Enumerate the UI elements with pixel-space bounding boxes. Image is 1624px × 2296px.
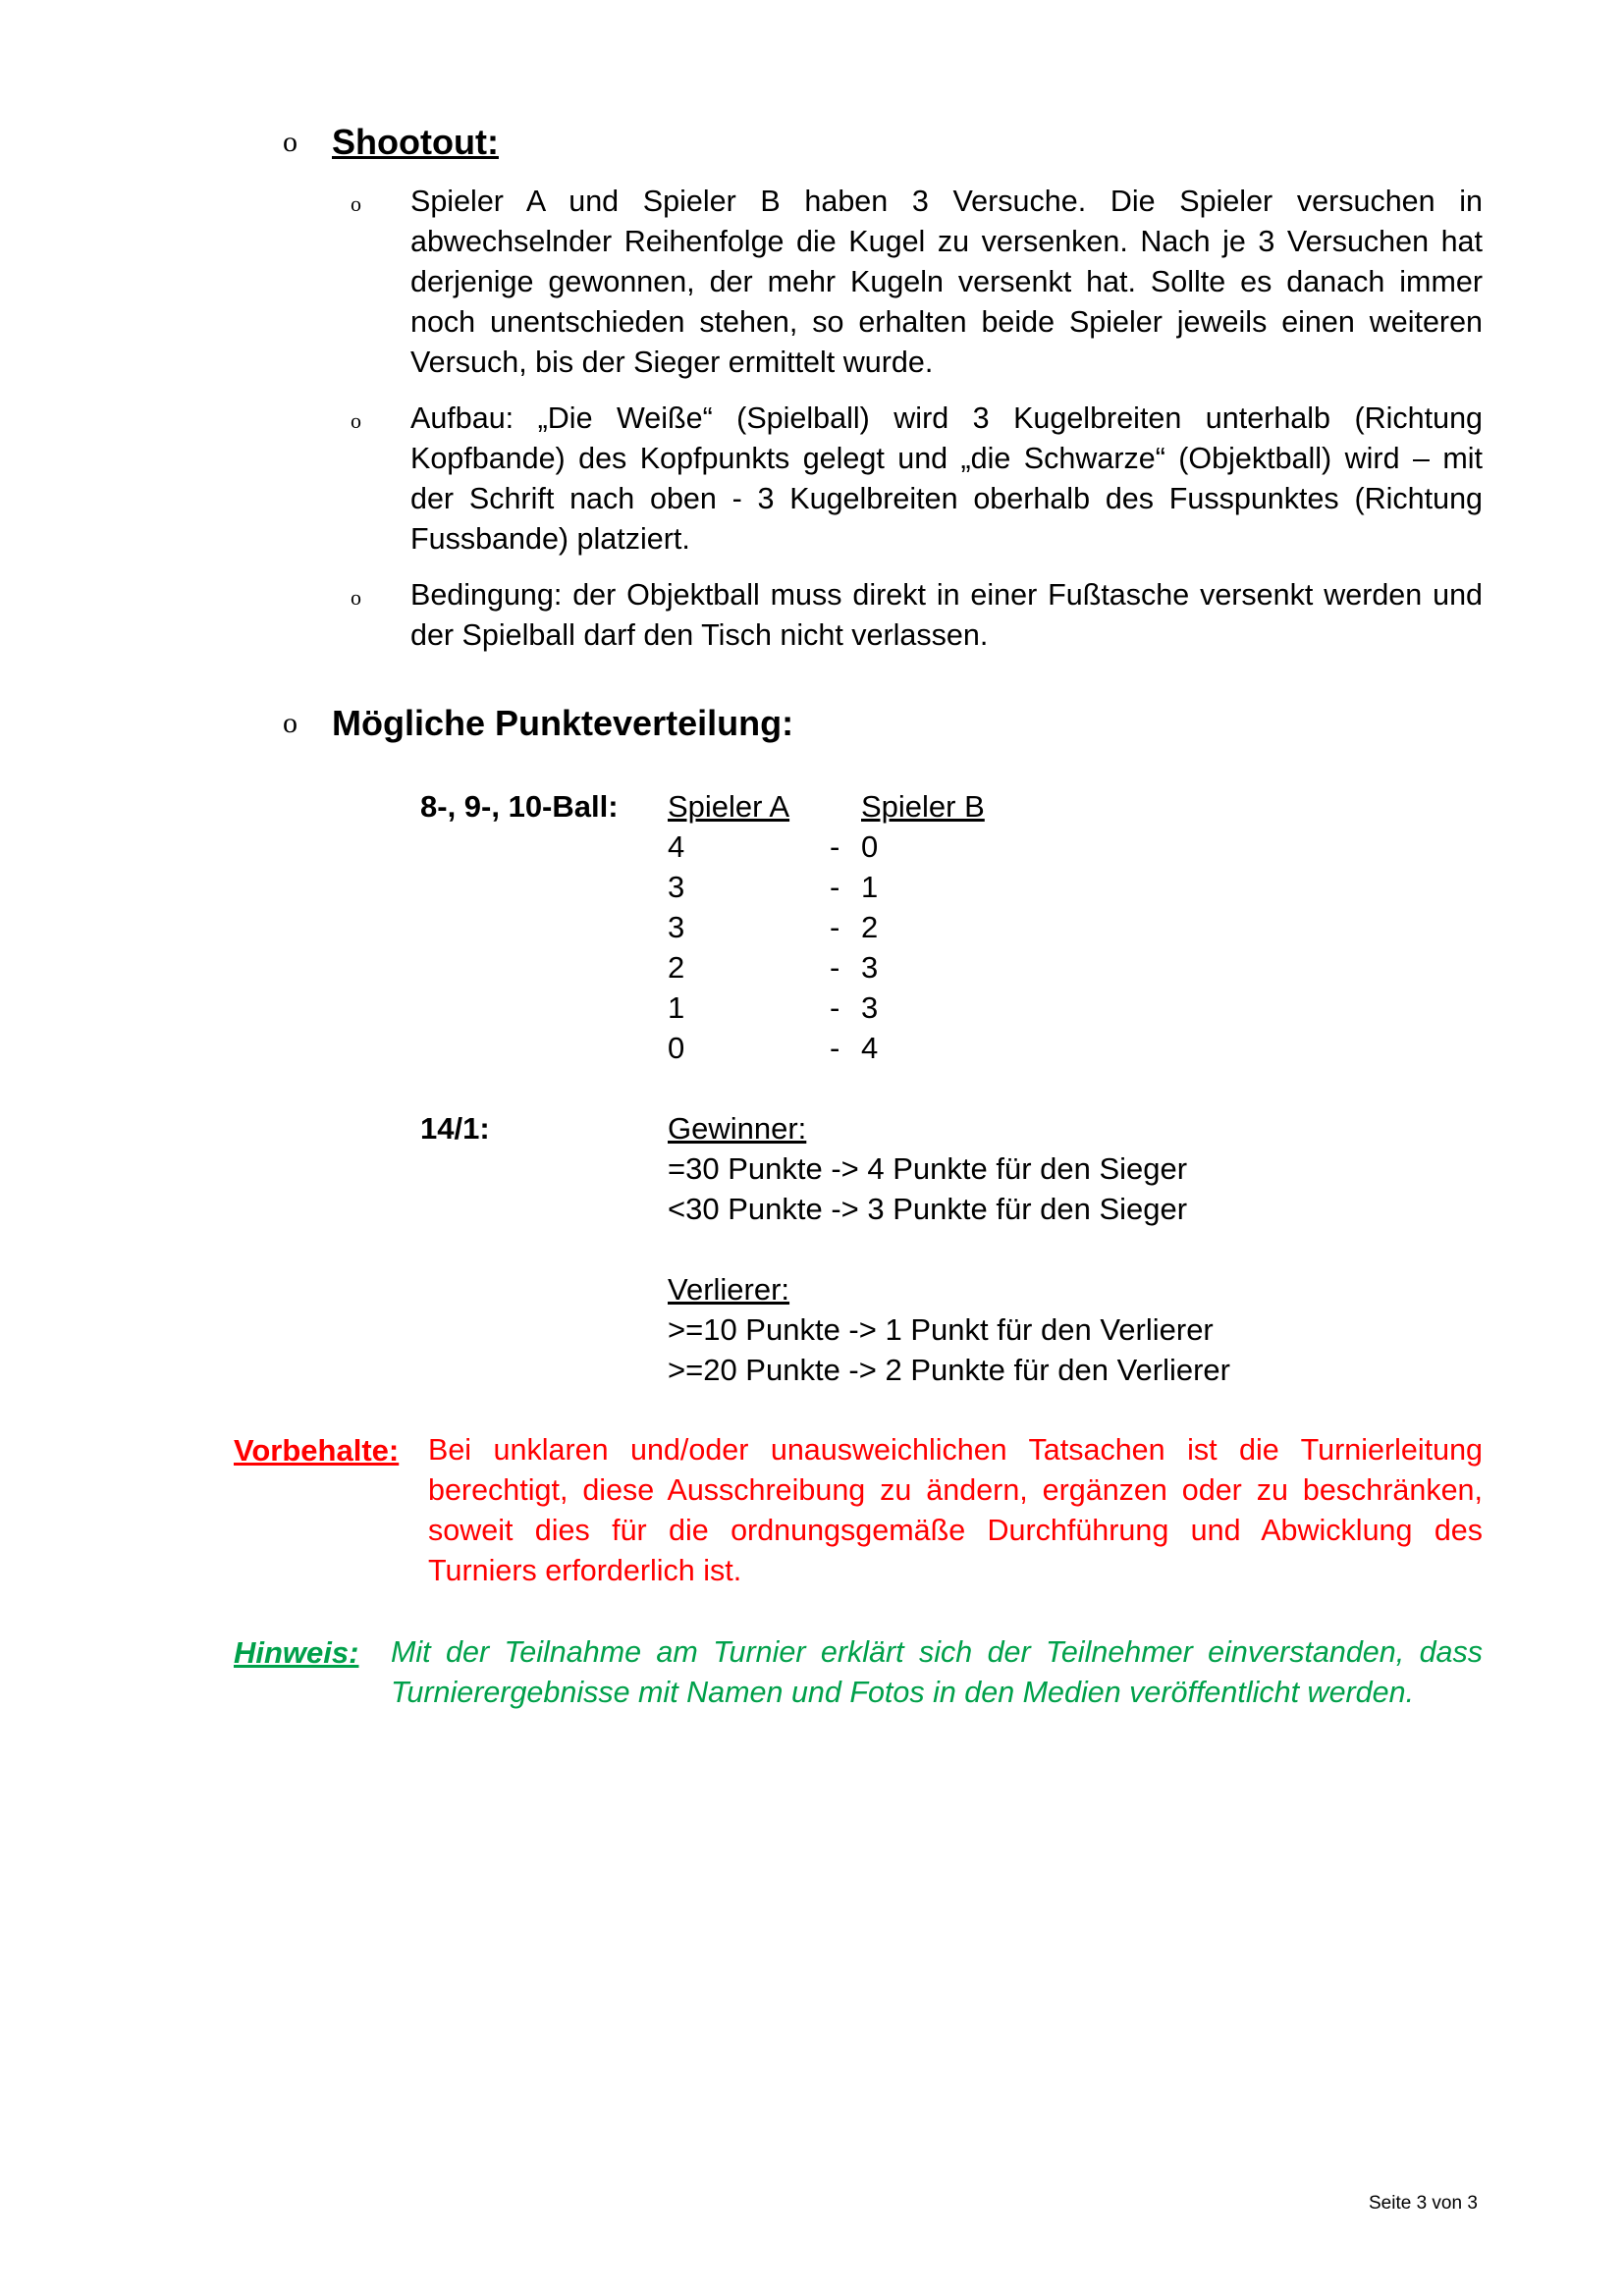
column-header-spieler-b: Spieler B <box>861 789 985 824</box>
score-b: 1 <box>861 870 879 904</box>
score-b: 2 <box>861 910 879 944</box>
hinweis-label: Hinweis: <box>234 1635 359 1670</box>
sub-bullet-icon: o <box>351 191 361 216</box>
score-row <box>668 867 962 907</box>
gewinner-label: Gewinner: <box>668 1111 807 1146</box>
bullet-circle-icon: o <box>283 126 298 158</box>
bullet-circle-icon: o <box>283 707 298 739</box>
shootout-item-3: Bedingung: der Objektball muss direkt in einer Fußtasche versenkt werden und der Spielball darf den Tisch nicht verlassen. <box>410 578 1483 652</box>
shootout-item-1: Spieler A und Spieler B haben 3 Versuche. Die Spieler versuchen in abwechselnder Reihenfolge die Kugel zu versenken. Nach je 3 Versuchen hat derjenige gewonnen, der mehr Kugeln versenkt hat. Sollte es danach immer noch unentschieden stehen, so erhalten beide Spieler jeweils einen weiteren Versuch, bis der Sieger ermittelt wurde. <box>410 185 1483 379</box>
score-row <box>668 907 962 947</box>
score-a: 3 <box>668 870 685 904</box>
page-number: Seite 3 von 3 <box>1369 2193 1478 2214</box>
verlierer-label: Verlierer: <box>668 1272 790 1307</box>
verlierer-line: >=20 Punkte -> 2 Punkte für den Verlierer <box>668 1353 1231 1387</box>
verlierer-line: >=10 Punkte -> 1 Punkt für den Verlierer <box>668 1312 1214 1347</box>
score-separator: - <box>830 950 840 985</box>
score-a: 4 <box>668 829 685 864</box>
score-row <box>668 827 962 867</box>
vorbehalte-text: Bei unklaren und/oder unausweichlichen Tatsachen ist die Turnierleitung berechtigt, diese Ausschreibung zu ändern, ergänzen oder zu beschränken, soweit dies für die ordnungsgemäße Durchführung und Abwicklung des Turniers erforderlich ist. <box>428 1433 1483 1587</box>
ball-games-label: 8-, 9-, 10-Ball: <box>420 789 619 824</box>
hinweis-text: Mit der Teilnahme am Turnier erklärt sich der Teilnehmer einverstanden, dass Turnierergebnisse mit Namen und Fotos in den Medien veröffentlicht werden. <box>391 1635 1483 1709</box>
score-separator: - <box>830 829 840 864</box>
sub-bullet-icon: o <box>351 585 361 610</box>
score-a: 0 <box>668 1031 685 1065</box>
score-row <box>668 947 962 988</box>
vorbehalte-label: Vorbehalte: <box>234 1433 400 1468</box>
score-b: 3 <box>861 950 879 985</box>
shootout-item-2: Aufbau: „Die Weiße“ (Spielball) wird 3 Kugelbreiten unterhalb (Richtung Kopfbande) des Kopfpunkts gelegt und „die Schwarze“ (Objektball) wird – mit der Schrift nach oben - 3 Kugelbreiten oberhalb des Fusspunktes (Richtung Fussbande) platziert. <box>410 401 1483 556</box>
score-a: 1 <box>668 990 685 1025</box>
straight-pool-label: 14/1: <box>420 1111 490 1146</box>
score-b: 4 <box>861 1031 879 1065</box>
score-row <box>668 1028 962 1068</box>
score-separator: - <box>830 910 840 944</box>
score-b: 0 <box>861 829 879 864</box>
sub-bullet-icon: o <box>351 408 361 433</box>
gewinner-line: =30 Punkte -> 4 Punkte für den Sieger <box>668 1151 1188 1186</box>
score-separator: - <box>830 1031 840 1065</box>
score-a: 3 <box>668 910 685 944</box>
score-b: 3 <box>861 990 879 1025</box>
column-header-spieler-a: Spieler A <box>668 789 790 824</box>
section-heading-shootout: Shootout: <box>332 122 499 162</box>
score-separator: - <box>830 990 840 1025</box>
section-heading-punkteverteilung: Mögliche Punkteverteilung: <box>332 703 794 743</box>
score-a: 2 <box>668 950 685 985</box>
score-row <box>668 988 962 1028</box>
score-separator: - <box>830 870 840 904</box>
gewinner-line: <30 Punkte -> 3 Punkte für den Sieger <box>668 1192 1188 1226</box>
